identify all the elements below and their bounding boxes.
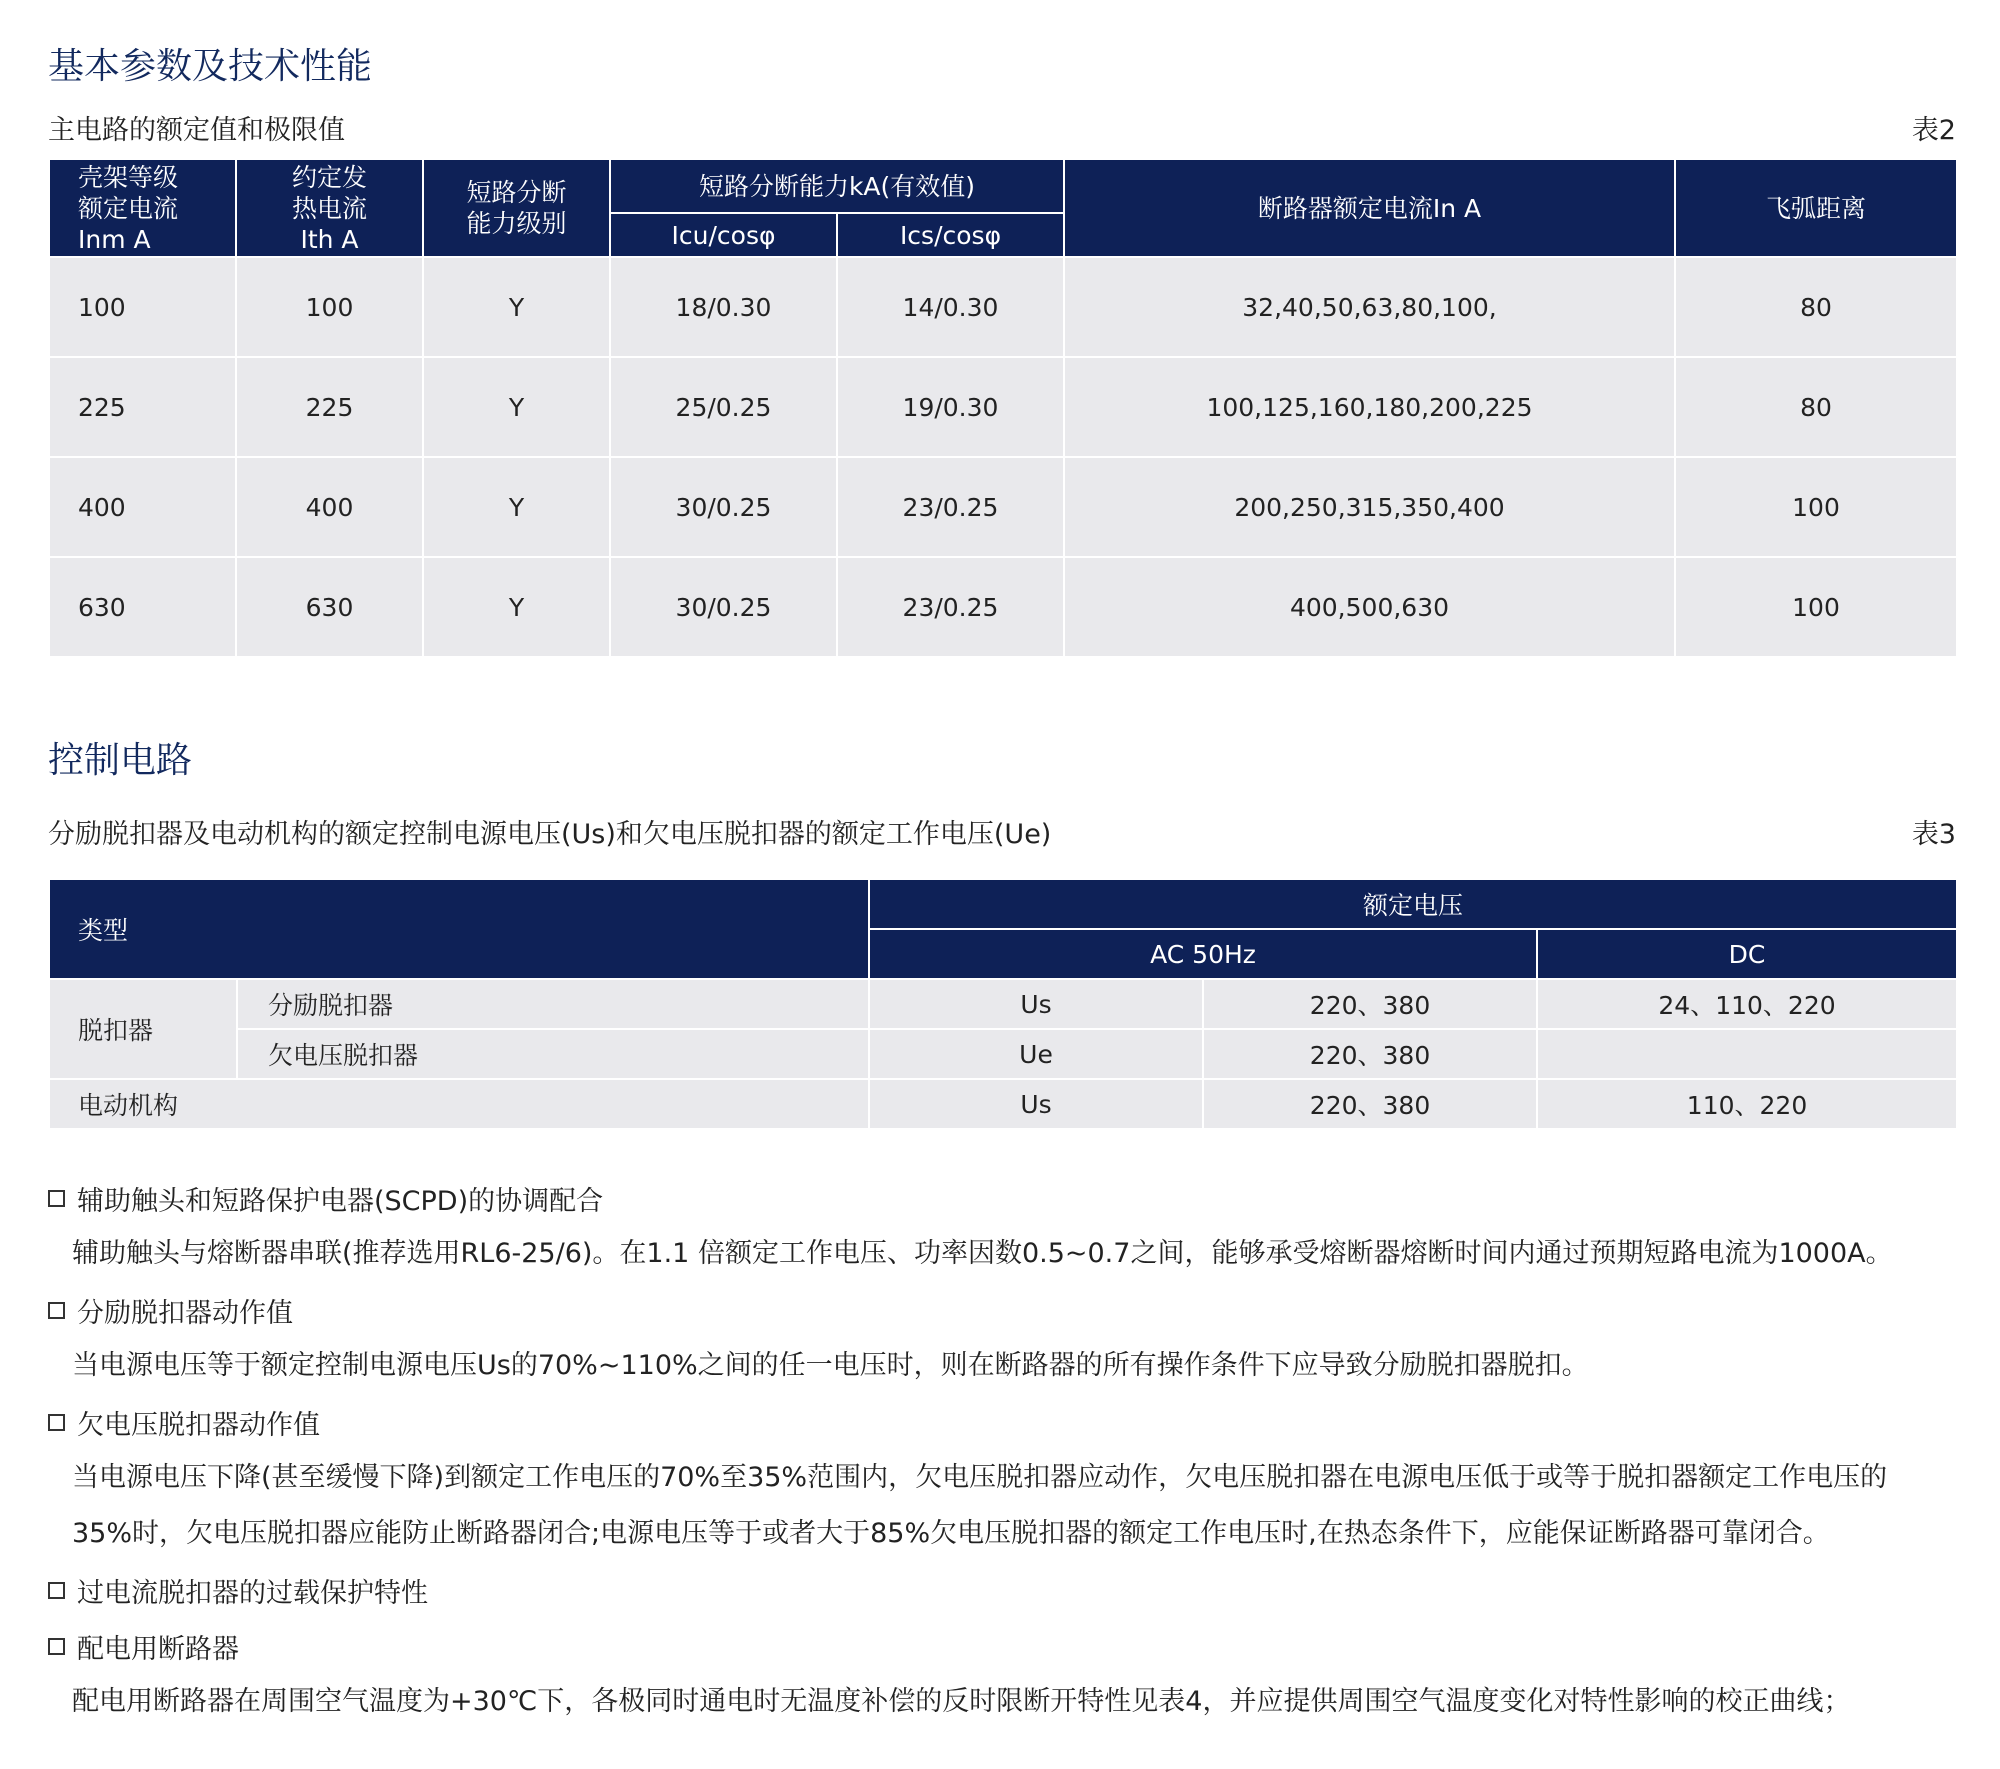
cell-frame: 100 xyxy=(49,257,236,357)
cell-icu: 25/0.25 xyxy=(610,357,837,457)
header-breaking-level: 短路分断 能力级别 xyxy=(423,159,610,257)
header-frame-current: 壳架等级 额定电流 Inm A xyxy=(49,159,236,257)
table2-caption-row xyxy=(48,108,1956,147)
note-heading: 配电用断路器 xyxy=(48,1618,1956,1674)
section-title-params: 基本参数及技术性能 xyxy=(48,46,373,87)
cell-thermal: 630 xyxy=(236,557,423,657)
checkbox-square-icon xyxy=(48,1638,65,1655)
header-dc: DC xyxy=(1537,929,1957,979)
cell-frame: 225 xyxy=(49,357,236,457)
cell-frame: 400 xyxy=(49,457,236,557)
cell-thermal: 400 xyxy=(236,457,423,557)
header-thermal-current: 约定发 热电流 Ith A xyxy=(236,159,423,257)
table-row xyxy=(49,979,1957,1029)
table-row xyxy=(49,457,1957,557)
cell-rated: 200,250,315,350,400 xyxy=(1064,457,1675,557)
header-ics: Ics/cosφ xyxy=(837,213,1064,257)
cell-ac: 220、380 xyxy=(1203,979,1537,1029)
cell-ics: 14/0.30 xyxy=(837,257,1064,357)
cell-ics: 23/0.25 xyxy=(837,557,1064,657)
note-heading: 欠电压脱扣器动作值 xyxy=(48,1394,1956,1450)
section-title-control: 控制电路 xyxy=(48,740,193,781)
table-row xyxy=(49,257,1957,357)
cell-ac: 220、380 xyxy=(1203,1029,1537,1079)
cell-ac: 220、380 xyxy=(1203,1079,1537,1129)
checkbox-square-icon xyxy=(48,1190,65,1207)
note-heading: 过电流脱扣器的过载保护特性 xyxy=(48,1562,1956,1618)
note-text: 辅助触头与熔断器串联(推荐选用RL6-25/6)。在1.1 倍额定工作电压、功率因数0.5~0.7之间，能够承受熔断器熔断时间内通过预期短路电流为1000A。 xyxy=(72,1238,1893,1269)
cell-arc: 100 xyxy=(1675,557,1957,657)
cell-rated: 32,40,50,63,80,100, xyxy=(1064,257,1675,357)
table-row xyxy=(49,357,1957,457)
cell-symbol: Us xyxy=(869,1079,1203,1129)
cell-arc: 100 xyxy=(1675,457,1957,557)
cell-level: Y xyxy=(423,457,610,557)
cell-rated: 100,125,160,180,200,225 xyxy=(1064,357,1675,457)
cell-name: 欠电压脱扣器 xyxy=(237,1029,869,1079)
note-text: 当电源电压等于额定控制电源电压Us的70%~110%之间的任一电压时，则在断路器的所有操作条件下应导致分励脱扣器脱扣。 xyxy=(72,1350,1589,1381)
cell-name: 分励脱扣器 xyxy=(237,979,869,1029)
cell-symbol: Ue xyxy=(869,1029,1203,1079)
checkbox-square-icon xyxy=(48,1414,65,1431)
header-breaking-capacity: 短路分断能力kA(有效值) xyxy=(610,159,1064,213)
cell-name: 电动机构 xyxy=(49,1079,869,1129)
table3-number: 表3 xyxy=(1911,819,1956,850)
cell-icu: 30/0.25 xyxy=(610,557,837,657)
cell-ics: 23/0.25 xyxy=(837,457,1064,557)
cell-level: Y xyxy=(423,557,610,657)
cell-symbol: Us xyxy=(869,979,1203,1029)
checkbox-square-icon xyxy=(48,1582,65,1599)
cell-dc xyxy=(1537,1029,1957,1079)
header-icu: Icu/cosφ xyxy=(610,213,837,257)
header-type: 类型 xyxy=(49,879,869,979)
cell-level: Y xyxy=(423,257,610,357)
header-ac: AC 50Hz xyxy=(869,929,1537,979)
header-arc-distance: 飞弧距离 xyxy=(1675,159,1957,257)
checkbox-square-icon xyxy=(48,1302,65,1319)
table3-caption: 分励脱扣器及电动机构的额定控制电源电压(Us)和欠电压脱扣器的额定工作电压(Ue) xyxy=(48,819,1052,850)
header-rated-current: 断路器额定电流In A xyxy=(1064,159,1675,257)
cell-group-release: 脱扣器 xyxy=(49,979,237,1079)
cell-rated: 400,500,630 xyxy=(1064,557,1675,657)
cell-dc: 24、110、220 xyxy=(1537,979,1957,1029)
note-text: 配电用断路器在周围空气温度为+30℃下，各极同时通电时无温度补偿的反时限断开特性见表4，并应提供周围空气温度变化对特性影响的校正曲线； xyxy=(72,1686,1851,1717)
note-text: 35%时，欠电压脱扣器应能防止断路器闭合;电源电压等于或者大于85%欠电压脱扣器的额定工作电压时,在热态条件下，应能保证断路器可靠闭合。 xyxy=(72,1518,1830,1549)
table3-caption-row xyxy=(48,812,1956,851)
note-heading: 分励脱扣器动作值 xyxy=(48,1282,1956,1338)
cell-level: Y xyxy=(423,357,610,457)
cell-thermal: 225 xyxy=(236,357,423,457)
cell-arc: 80 xyxy=(1675,257,1957,357)
main-circuit-table xyxy=(48,158,1958,658)
table-row xyxy=(49,557,1957,657)
control-voltage-table xyxy=(48,878,1958,1130)
notes-section xyxy=(48,1170,1956,1730)
cell-ics: 19/0.30 xyxy=(837,357,1064,457)
header-rated-voltage: 额定电压 xyxy=(869,879,1957,929)
cell-icu: 18/0.30 xyxy=(610,257,837,357)
note-heading: 辅助触头和短路保护电器(SCPD)的协调配合 xyxy=(48,1170,1956,1226)
table-row xyxy=(49,1029,1957,1079)
table2-caption: 主电路的额定值和极限值 xyxy=(48,115,345,146)
cell-dc: 110、220 xyxy=(1537,1079,1957,1129)
cell-frame: 630 xyxy=(49,557,236,657)
cell-arc: 80 xyxy=(1675,357,1957,457)
note-text: 当电源电压下降(甚至缓慢下降)到额定工作电压的70%至35%范围内，欠电压脱扣器应动作，欠电压脱扣器在电源电压低于或等于脱扣器额定工作电压的 xyxy=(72,1462,1888,1493)
cell-icu: 30/0.25 xyxy=(610,457,837,557)
cell-thermal: 100 xyxy=(236,257,423,357)
table-row xyxy=(49,1079,1957,1129)
table2-number: 表2 xyxy=(1911,115,1956,146)
